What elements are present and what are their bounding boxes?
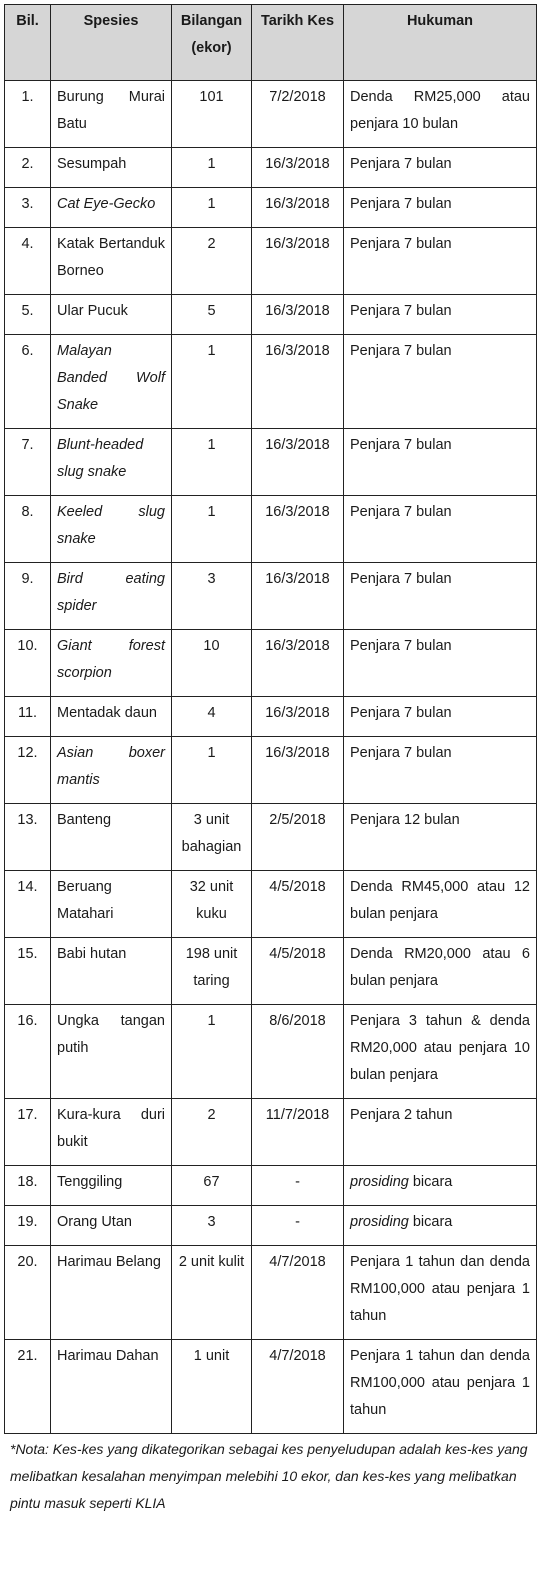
cell-bil: 17.: [5, 1099, 51, 1166]
cell-hukuman: Penjara 7 bulan: [344, 429, 537, 496]
header-hukuman: Hukuman: [344, 5, 537, 81]
table-row: [5, 496, 537, 563]
cell-tarikh: 4/5/2018: [252, 871, 344, 938]
table-row: [5, 563, 537, 630]
header-bil: Bil.: [5, 5, 51, 81]
table-row: [5, 228, 537, 295]
cell-bil: 6.: [5, 335, 51, 429]
cell-bil: 20.: [5, 1246, 51, 1340]
cell-tarikh: 16/3/2018: [252, 295, 344, 335]
cell-spesies: Harimau Dahan: [51, 1340, 172, 1434]
header-bilangan: Bilangan (ekor): [172, 5, 252, 81]
cell-bilangan: 101: [172, 81, 252, 148]
cell-spesies: Malayan Banded Wolf Snake: [51, 335, 172, 429]
cell-bilangan: 67: [172, 1166, 252, 1206]
cell-bil: 7.: [5, 429, 51, 496]
cell-bilangan: 1: [172, 188, 252, 228]
cell-hukuman: Denda RM20,000 atau 6 bulan penjara: [344, 938, 537, 1005]
cell-tarikh: 16/3/2018: [252, 228, 344, 295]
cell-tarikh: 2/5/2018: [252, 804, 344, 871]
cell-tarikh: 11/7/2018: [252, 1099, 344, 1166]
cell-hukuman: Penjara 7 bulan: [344, 630, 537, 697]
cell-bilangan: 3: [172, 563, 252, 630]
cell-tarikh: 8/6/2018: [252, 1005, 344, 1099]
cell-tarikh: 16/3/2018: [252, 188, 344, 228]
cell-bil: 12.: [5, 737, 51, 804]
cell-bil: 19.: [5, 1206, 51, 1246]
cell-bilangan: 1: [172, 148, 252, 188]
cell-bil: 21.: [5, 1340, 51, 1434]
cell-hukuman: [344, 1166, 537, 1206]
cell-tarikh: 16/3/2018: [252, 148, 344, 188]
cell-spesies: Kura-kura duri bukit: [51, 1099, 172, 1166]
table-row: [5, 1099, 537, 1166]
header-tarikh: Tarikh Kes: [252, 5, 344, 81]
table-row: [5, 938, 537, 1005]
cell-spesies: Babi hutan: [51, 938, 172, 1005]
table-row: [5, 737, 537, 804]
cell-spesies: Giant forest scorpion: [51, 630, 172, 697]
cell-spesies: Banteng: [51, 804, 172, 871]
table-row: [5, 1005, 537, 1099]
cell-tarikh: 16/3/2018: [252, 563, 344, 630]
table-row: [5, 1206, 537, 1246]
cell-bilangan: 32 unit kuku: [172, 871, 252, 938]
cell-tarikh: -: [252, 1206, 344, 1246]
table-row: [5, 81, 537, 148]
cell-tarikh: 7/2/2018: [252, 81, 344, 148]
cell-hukuman: Penjara 7 bulan: [344, 496, 537, 563]
cell-bilangan: 2 unit kulit: [172, 1246, 252, 1340]
cell-bil: 9.: [5, 563, 51, 630]
cell-hukuman: Denda RM25,000 atau penjara 10 bulan: [344, 81, 537, 148]
cell-spesies: Katak Bertanduk Borneo: [51, 228, 172, 295]
cell-hukuman: Penjara 7 bulan: [344, 295, 537, 335]
cell-bilangan: 1: [172, 737, 252, 804]
cell-hukuman: Penjara 7 bulan: [344, 228, 537, 295]
cell-spesies: Sesumpah: [51, 148, 172, 188]
cell-hukuman: Penjara 7 bulan: [344, 737, 537, 804]
table-row: [5, 630, 537, 697]
table-row: [5, 429, 537, 496]
cell-bil: 13.: [5, 804, 51, 871]
hukuman-italic-text: prosiding: [350, 1174, 409, 1190]
cell-bil: 4.: [5, 228, 51, 295]
cell-bil: 10.: [5, 630, 51, 697]
cell-bilangan: 4: [172, 697, 252, 737]
cell-tarikh: -: [252, 1166, 344, 1206]
hukuman-italic-text: prosiding: [350, 1214, 409, 1230]
cell-bil: 8.: [5, 496, 51, 563]
cell-bil: 16.: [5, 1005, 51, 1099]
cell-hukuman: [344, 1206, 537, 1246]
cell-spesies: Keeled slug snake: [51, 496, 172, 563]
cell-spesies: Beruang Matahari: [51, 871, 172, 938]
table-row: [5, 148, 537, 188]
cell-spesies: Bird eating spider: [51, 563, 172, 630]
cell-bil: 18.: [5, 1166, 51, 1206]
table-row: [5, 1166, 537, 1206]
table-row: [5, 871, 537, 938]
cell-bilangan: 2: [172, 1099, 252, 1166]
cell-bil: 14.: [5, 871, 51, 938]
cell-hukuman: Penjara 7 bulan: [344, 335, 537, 429]
cell-hukuman: Penjara 12 bulan: [344, 804, 537, 871]
cell-bilangan: 5: [172, 295, 252, 335]
hukuman-text: bicara: [408, 1214, 453, 1230]
cell-tarikh: 16/3/2018: [252, 630, 344, 697]
seizure-cases-table: [4, 4, 537, 1434]
cell-bilangan: 1 unit: [172, 1340, 252, 1434]
table-row: [5, 1246, 537, 1340]
cell-spesies: Harimau Belang: [51, 1246, 172, 1340]
cell-hukuman: Penjara 7 bulan: [344, 697, 537, 737]
cell-hukuman: Penjara 2 tahun: [344, 1099, 537, 1166]
table-row: [5, 697, 537, 737]
document: [4, 4, 536, 1517]
cell-bil: 2.: [5, 148, 51, 188]
table-body: [5, 81, 537, 1434]
hukuman-text: bicara: [408, 1174, 453, 1190]
cell-spesies: Ungka tangan putih: [51, 1005, 172, 1099]
cell-tarikh: 16/3/2018: [252, 429, 344, 496]
cell-hukuman: Penjara 7 bulan: [344, 148, 537, 188]
cell-spesies: Burung Murai Batu: [51, 81, 172, 148]
cell-hukuman: Penjara 3 tahun & denda RM20,000 atau penjara 10 bulan penjara: [344, 1005, 537, 1099]
cell-spesies: Asian boxer mantis: [51, 737, 172, 804]
cell-hukuman: Penjara 1 tahun dan denda RM100,000 atau penjara 1 tahun: [344, 1340, 537, 1434]
cell-tarikh: 16/3/2018: [252, 335, 344, 429]
cell-tarikh: 4/7/2018: [252, 1246, 344, 1340]
cell-bilangan: 1: [172, 335, 252, 429]
cell-hukuman: Penjara 1 tahun dan denda RM100,000 atau penjara 1 tahun: [344, 1246, 537, 1340]
cell-bil: 3.: [5, 188, 51, 228]
cell-hukuman: Penjara 7 bulan: [344, 563, 537, 630]
cell-bilangan: 198 unit taring: [172, 938, 252, 1005]
cell-bilangan: 3: [172, 1206, 252, 1246]
cell-spesies: Cat Eye-Gecko: [51, 188, 172, 228]
cell-tarikh: 4/7/2018: [252, 1340, 344, 1434]
cell-spesies: Blunt-headed slug snake: [51, 429, 172, 496]
cell-bilangan: 3 unit bahagian: [172, 804, 252, 871]
footnote: *Nota: Kes-kes yang dikategorikan sebagai kes penyeludupan adalah kes-kes yang melibatkan kesalahan menyimpan melebihi 10 ekor, dan kes-kes yang melibatkan pintu masuk seperti KLIA: [10, 1441, 528, 1511]
table-header-row: [5, 5, 537, 81]
table-row: [5, 335, 537, 429]
cell-hukuman: Penjara 7 bulan: [344, 188, 537, 228]
cell-bilangan: 1: [172, 496, 252, 563]
table-row: [5, 295, 537, 335]
cell-tarikh: 16/3/2018: [252, 737, 344, 804]
table-row: [5, 188, 537, 228]
cell-spesies: Tenggiling: [51, 1166, 172, 1206]
cell-bilangan: 1: [172, 429, 252, 496]
cell-bil: 11.: [5, 697, 51, 737]
table-row: [5, 1340, 537, 1434]
cell-tarikh: 16/3/2018: [252, 697, 344, 737]
cell-bil: 1.: [5, 81, 51, 148]
cell-bil: 5.: [5, 295, 51, 335]
table-row: [5, 804, 537, 871]
cell-spesies: Ular Pucuk: [51, 295, 172, 335]
cell-spesies: Orang Utan: [51, 1206, 172, 1246]
cell-bilangan: 2: [172, 228, 252, 295]
cell-bilangan: 10: [172, 630, 252, 697]
cell-spesies: Mentadak daun: [51, 697, 172, 737]
cell-hukuman: Denda RM45,000 atau 12 bulan penjara: [344, 871, 537, 938]
cell-bil: 15.: [5, 938, 51, 1005]
cell-tarikh: 16/3/2018: [252, 496, 344, 563]
cell-tarikh: 4/5/2018: [252, 938, 344, 1005]
header-spesies: Spesies: [51, 5, 172, 81]
cell-bilangan: 1: [172, 1005, 252, 1099]
